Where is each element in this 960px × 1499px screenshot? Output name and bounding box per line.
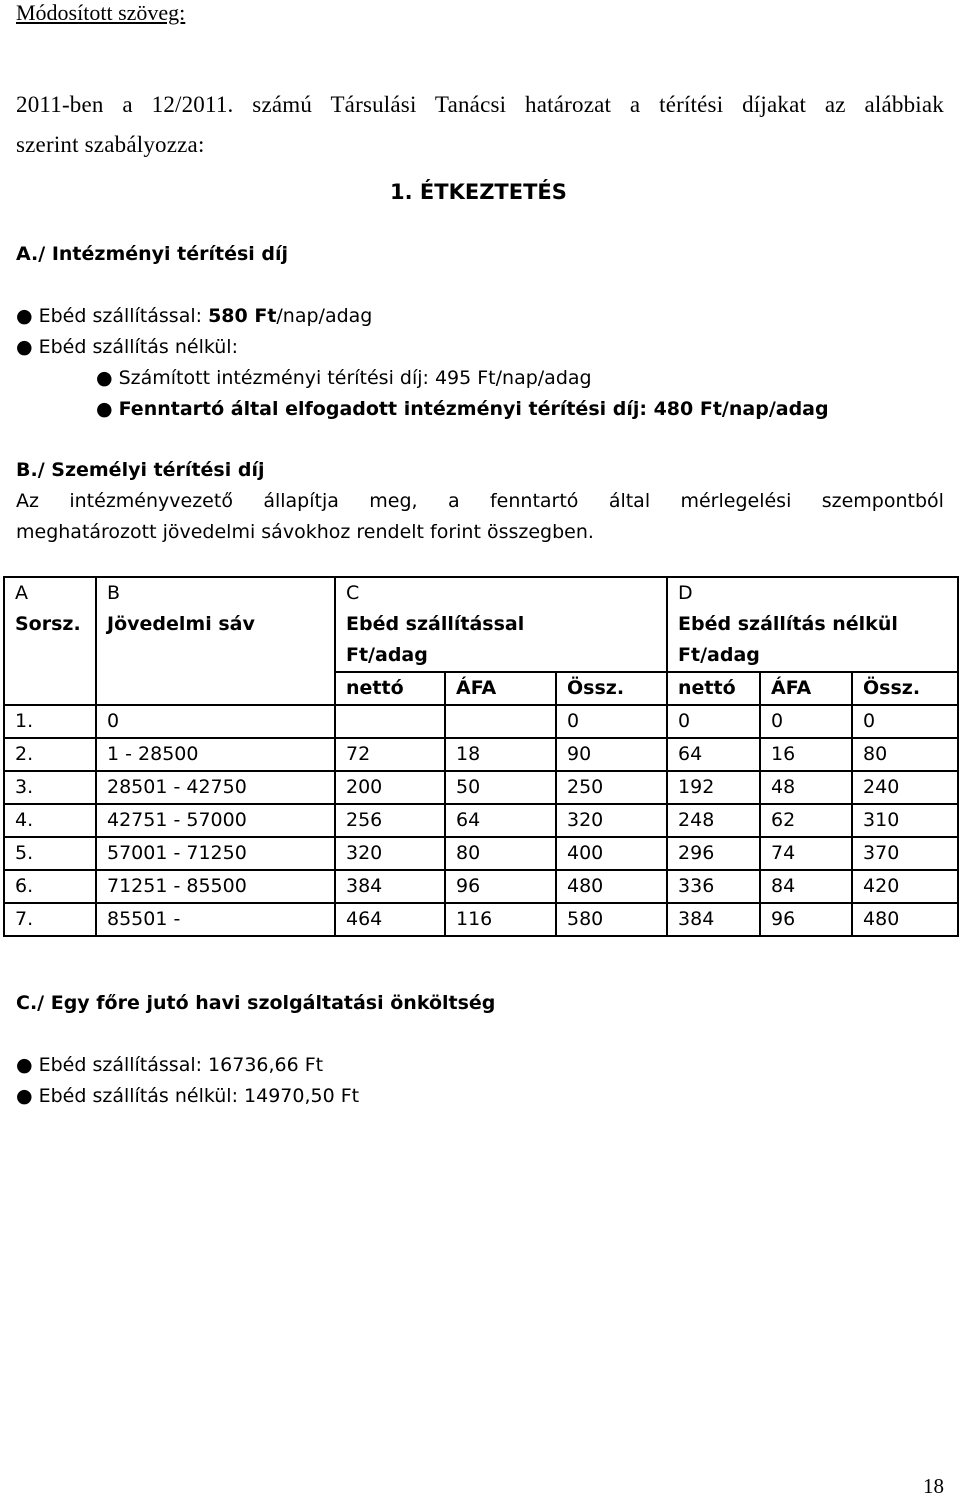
header-total-with: Össz.: [556, 672, 667, 705]
header-income-band: Jövedelmi sáv: [96, 609, 335, 640]
bullet-icon: ●: [96, 367, 113, 389]
cell-net-with: 256: [335, 804, 445, 837]
bullet-item: [16, 305, 372, 327]
cell-income-band: 0: [96, 705, 335, 738]
paragraph-word: által: [608, 490, 651, 512]
modified-text-label: Módosított szöveg:: [16, 0, 186, 25]
bullet-with-delivery-prefix: Ebéd szállítással:: [38, 305, 209, 327]
cell-total-with: 320: [556, 804, 667, 837]
section-b-paragraph-line-1: [16, 490, 944, 512]
cell-vat-with: 96: [445, 870, 556, 903]
header-unit-with: Ft/adag: [335, 640, 667, 672]
cell-sorsz: 6.: [4, 870, 96, 903]
cell-net-with: 72: [335, 738, 445, 771]
table-row: [4, 804, 958, 837]
cell-total-without: 80: [852, 738, 958, 771]
table-row: [4, 903, 958, 936]
cell-sorsz: 3.: [4, 771, 96, 804]
paragraph-word: meg,: [369, 490, 418, 512]
cell-vat-without: 74: [760, 837, 852, 870]
cell-vat-without: 96: [760, 903, 852, 936]
cell-sorsz: 1.: [4, 705, 96, 738]
cell-sorsz: 2.: [4, 738, 96, 771]
cell-total-with: 90: [556, 738, 667, 771]
cell-sorsz: 7.: [4, 903, 96, 936]
fee-table: [3, 576, 959, 937]
cell-vat-with: 50: [445, 771, 556, 804]
bullet-with-delivery-value: 580 Ft: [208, 305, 277, 327]
cell-total-with: 480: [556, 870, 667, 903]
cell-net-without: 384: [667, 903, 760, 936]
cell-net-with: 464: [335, 903, 445, 936]
cell-total-without: 420: [852, 870, 958, 903]
header-net-without: nettó: [667, 672, 760, 705]
table-row: [4, 870, 958, 903]
bullet-icon: ●: [96, 398, 113, 420]
cell-vat-without: 62: [760, 804, 852, 837]
paragraph-word: a: [447, 490, 460, 512]
cell-total-with: 250: [556, 771, 667, 804]
cell-total-with: 580: [556, 903, 667, 936]
bullet-with-delivery-suffix: /nap/adag: [276, 305, 373, 327]
cell-sorsz: 4.: [4, 804, 96, 837]
header-unit-without: Ft/adag: [667, 640, 958, 672]
paragraph-word: szempontból: [821, 490, 944, 512]
cell-total-without: 480: [852, 903, 958, 936]
cell-vat-without: 84: [760, 870, 852, 903]
intro-line-1: 2011-ben a 12/2011. számú Társulási Tanácsi határozat a térítési díjakat az alábbiak: [16, 92, 944, 117]
table-letter-row: [4, 577, 958, 609]
cell-income-band: 71251 - 85500: [96, 870, 335, 903]
header-vat-without: ÁFA: [760, 672, 852, 705]
intro-line-2: szerint szabályozza:: [16, 132, 205, 157]
page-number: 18: [923, 1474, 944, 1498]
cell-total-without: 310: [852, 804, 958, 837]
header-vat-with: ÁFA: [445, 672, 556, 705]
cell-vat-without: 48: [760, 771, 852, 804]
cell-net-with: 384: [335, 870, 445, 903]
cell-vat-with: 64: [445, 804, 556, 837]
bullet-item: [16, 1085, 359, 1107]
col-letter-b: B: [96, 577, 335, 609]
cell-total-without: 240: [852, 771, 958, 804]
section-b-paragraph-line-2: meghatározott jövedelmi sávokhoz rendelt forint összegben.: [16, 521, 594, 543]
section-title-etkeztetes: 1. ÉTKEZTETÉS: [390, 180, 567, 204]
section-c-title: C./ Egy főre jutó havi szolgáltatási önköltség: [16, 992, 496, 1014]
cell-total-without: 0: [852, 705, 958, 738]
header-total-without: Össz.: [852, 672, 958, 705]
cell-income-band: 57001 - 71250: [96, 837, 335, 870]
bullet-item: [16, 1054, 323, 1076]
cell-total-with: 400: [556, 837, 667, 870]
cell-net-without: 296: [667, 837, 760, 870]
cell-net-with: 320: [335, 837, 445, 870]
cell-vat-without: 16: [760, 738, 852, 771]
bullet-icon: ●: [16, 305, 33, 327]
cell-net-without: 336: [667, 870, 760, 903]
section-a-title: A./ Intézményi térítési díj: [16, 243, 289, 265]
bullet-item: [16, 336, 238, 358]
cost-with-delivery: Ebéd szállítással: 16736,66 Ft: [38, 1054, 324, 1076]
cell-total-with: 0: [556, 705, 667, 738]
header-sorsz: Sorsz.: [4, 609, 96, 640]
col-letter-d: D: [667, 577, 958, 609]
cell-net-without: 0: [667, 705, 760, 738]
cell-vat-without: 0: [760, 705, 852, 738]
header-net-with: nettó: [335, 672, 445, 705]
cell-vat-with: 80: [445, 837, 556, 870]
table-header-row: [4, 640, 958, 672]
table-header-row: [4, 609, 958, 640]
section-b-title: B./ Személyi térítési díj: [16, 459, 265, 481]
cell-net-without: 248: [667, 804, 760, 837]
cell-income-band: 1 - 28500: [96, 738, 335, 771]
cell-net-with: [335, 705, 445, 738]
paragraph-word: Az: [16, 490, 39, 512]
cell-income-band: 85501 -: [96, 903, 335, 936]
sub-bullet-calculated-fee: Számított intézményi térítési díj: 495 Ft/nap/adag: [118, 367, 592, 389]
cost-without-delivery: Ebéd szállítás nélkül: 14970,50 Ft: [38, 1085, 360, 1107]
header-with-delivery: Ebéd szállítással: [335, 609, 667, 640]
cell-total-without: 370: [852, 837, 958, 870]
header-without-delivery: Ebéd szállítás nélkül: [667, 609, 958, 640]
col-letter-c: C: [335, 577, 667, 609]
bullet-icon: ●: [16, 1085, 33, 1107]
cell-vat-with: 116: [445, 903, 556, 936]
cell-sorsz: 5.: [4, 837, 96, 870]
cell-vat-with: [445, 705, 556, 738]
table-row: [4, 705, 958, 738]
bullet-icon: ●: [16, 336, 33, 358]
sub-bullet-accepted-fee: Fenntartó által elfogadott intézményi térítési díj: 480 Ft/nap/adag: [118, 398, 829, 420]
cell-income-band: 28501 - 42750: [96, 771, 335, 804]
paragraph-word: mérlegelési: [680, 490, 792, 512]
cell-net-without: 192: [667, 771, 760, 804]
sub-bullet-item: [96, 398, 829, 420]
bullet-without-delivery: Ebéd szállítás nélkül:: [38, 336, 238, 358]
table-row: [4, 738, 958, 771]
cell-income-band: 42751 - 57000: [96, 804, 335, 837]
table-header-row: [4, 672, 958, 705]
col-letter-a: A: [4, 577, 96, 609]
cell-net-with: 200: [335, 771, 445, 804]
bullet-icon: ●: [16, 1054, 33, 1076]
sub-bullet-item: [96, 367, 592, 389]
cell-net-without: 64: [667, 738, 760, 771]
paragraph-word: fenntartó: [489, 490, 579, 512]
paragraph-word: állapítja: [263, 490, 339, 512]
cell-vat-with: 18: [445, 738, 556, 771]
table-row: [4, 771, 958, 804]
paragraph-word: intézményvezető: [69, 490, 233, 512]
table-row: [4, 837, 958, 870]
